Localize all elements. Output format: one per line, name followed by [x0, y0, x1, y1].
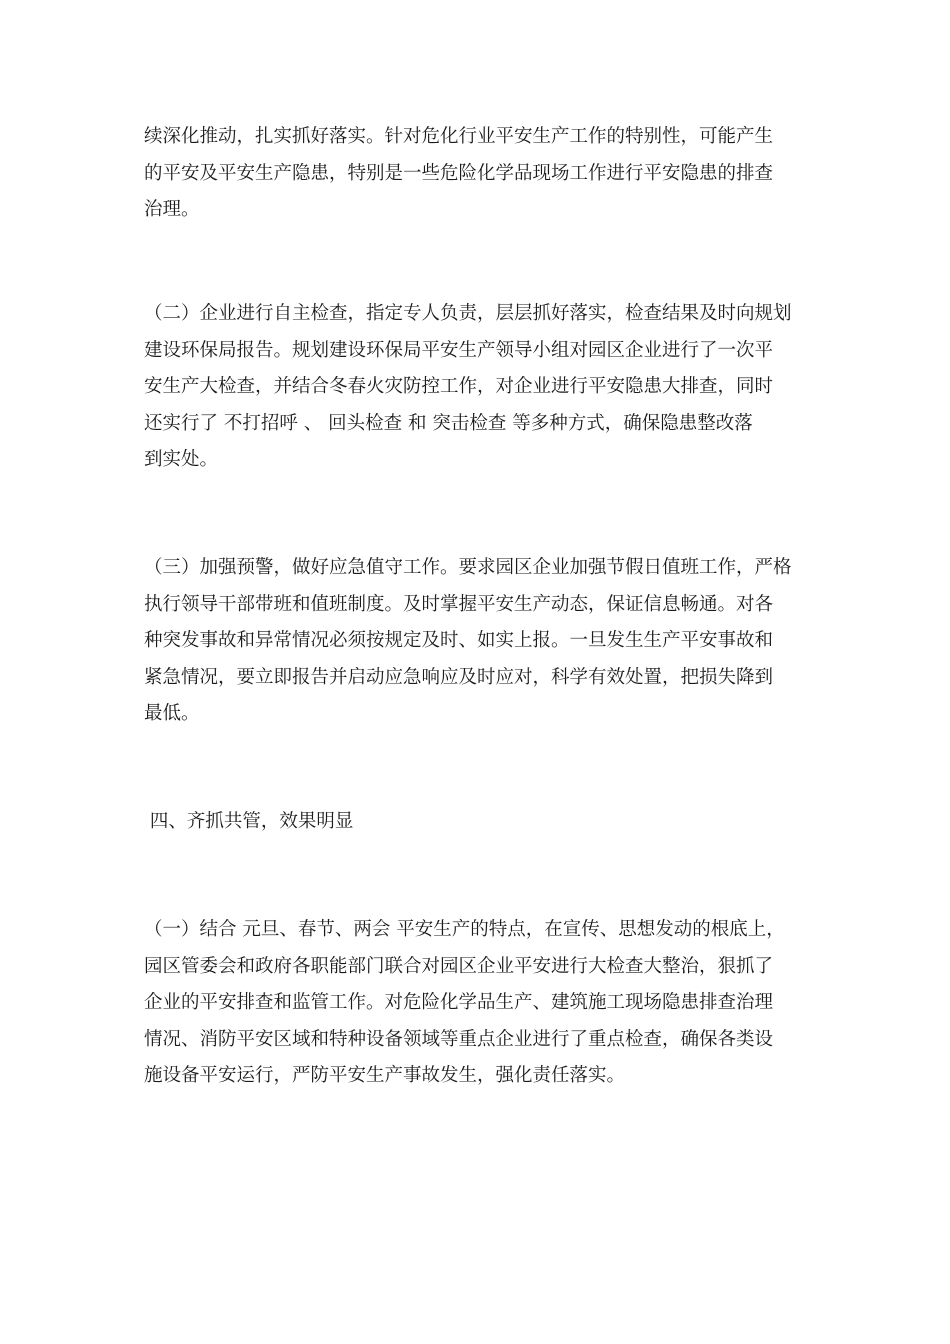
text-line: 治理。 — [144, 199, 200, 220]
text-line: 施设备平安运行，严防平安生产事故发生，强化责任落实。 — [144, 1065, 626, 1086]
text-line: （一）结合 元旦、春节、两会 平安生产的特点，在宣传、思想发动的根底上， — [144, 919, 785, 940]
text-line: 还实行了 不打招呼 、 回头检查 和 突击检查 等多种方式，确保隐患整改落 — [144, 412, 753, 434]
text-line: 企业的平安排查和监管工作。对危险化学品生产、建筑施工现场隐患排查治理 — [144, 992, 774, 1013]
text-line: 情况、消防平安区域和特种设备领域等重点企业进行了重点检查，确保各类设 — [144, 1028, 774, 1050]
text-line: 最低。 — [144, 703, 200, 724]
text-line: 续深化推动，扎实抓好落实。针对危化行业平安生产工作的特别性，可能产生 — [144, 126, 774, 147]
paragraph-item-1-joint-inspection — [144, 912, 809, 1095]
text-line: 安生产大检查，并结合冬春火灾防控工作，对企业进行平安隐患大排查，同时 — [144, 376, 774, 397]
text-line: 到实处。 — [144, 449, 219, 470]
heading-text: 四、齐抓共管，效果明显 — [144, 811, 354, 832]
section-4-heading — [144, 804, 809, 841]
text-line: 紧急情况，要立即报告并启动应急响应及时应对，科学有效处置，把损失降到 — [144, 666, 774, 688]
text-line: 园区管委会和政府各职能部门联合对园区企业平安进行大检查大整治，狠抓了 — [144, 955, 774, 977]
text-line: 的平安及平安生产隐患，特别是一些危险化学品现场工作进行平安隐患的排查 — [144, 162, 774, 184]
text-line: 建设环保局报告。规划建设环保局平安生产领导小组对园区企业进行了一次平 — [144, 339, 774, 361]
text-line: 种突发事故和异常情况必须按规定及时、如实上报。一旦发生生产平安事故和 — [144, 630, 774, 651]
text-line: （三）加强预警，做好应急值守工作。要求园区企业加强节假日值班工作，严格 — [144, 557, 792, 578]
paragraph-item-3-early-warning — [144, 550, 809, 733]
paragraph-intro-continuation — [144, 119, 809, 229]
text-line: 执行领导干部带班和值班制度。及时掌握平安生产动态，保证信息畅通。对各 — [144, 593, 774, 615]
paragraph-item-2-self-inspection — [144, 296, 809, 479]
text-line: （二）企业进行自主检查，指定专人负责，层层抓好落实，检查结果及时向规划 — [144, 303, 792, 324]
